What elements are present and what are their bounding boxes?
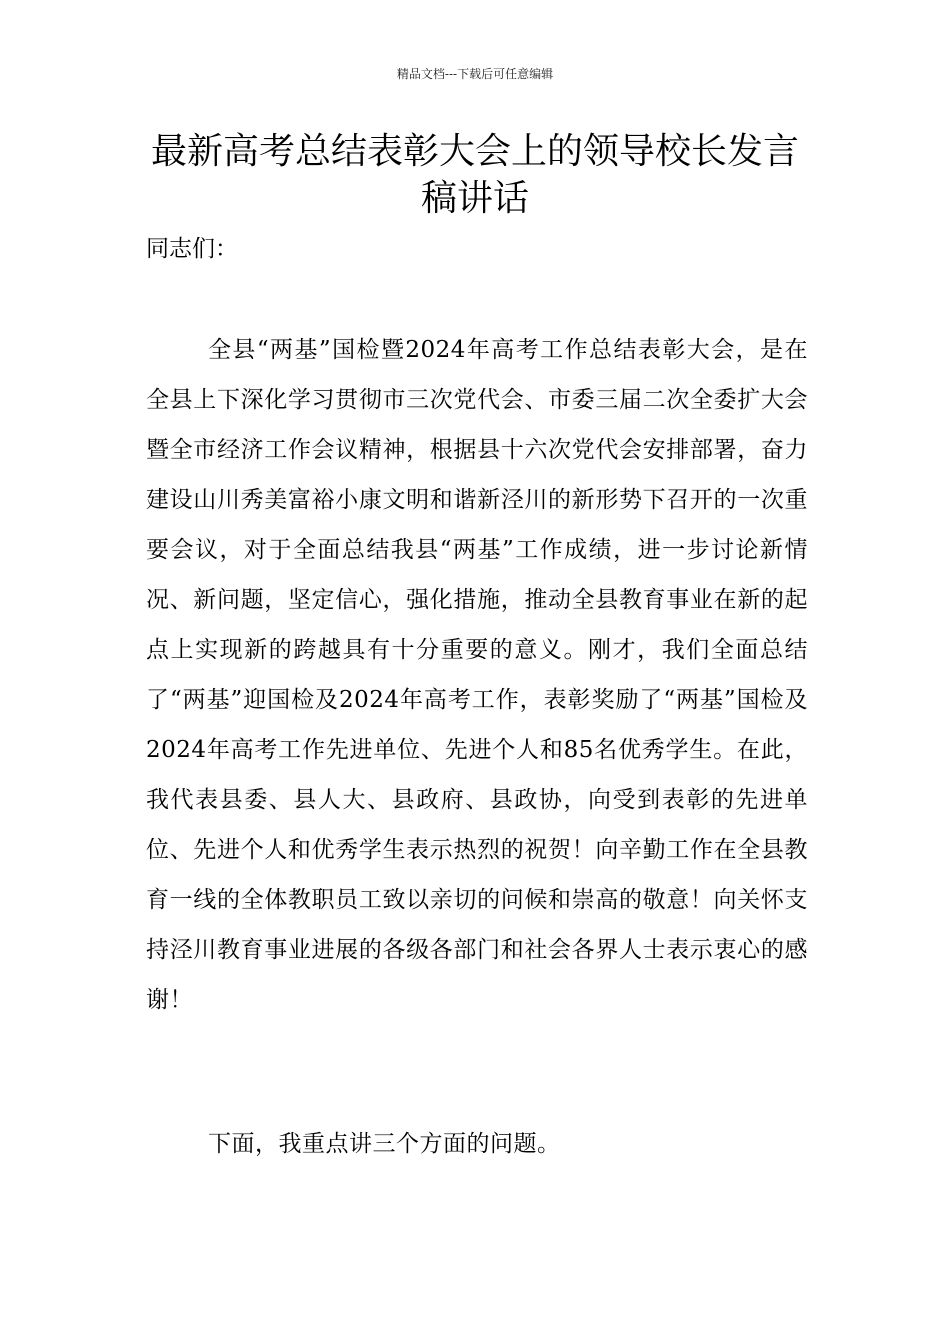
salutation: 同志们： (146, 236, 238, 262)
document-title: 最新高考总结表彰大会上的领导校长发言稿讲话 (150, 131, 799, 219)
body-paragraph: 下面，我重点讲三个方面的问题。 (208, 1131, 561, 1157)
header-note: 精品文档---下载后可任意编辑 (396, 67, 554, 81)
body-paragraph: 全县“两基”国检暨2024年高考工作总结表彰大会，是在全县上下深化学习贯彻市三次党代会、市委三届二次全委扩大会暨全市经济工作会议精神，根据县十六次党代会安排部署，奋力建设山川秀美富裕小康文明和谐新泾川的新形势下召开的一次重要会议，对于全面总结我县“两基”工作成绩，进一步讨论新情况、新问题，坚定信心，强化措施，推动全县教育事业在新的起点上实现新的跨越具有十分重要的意义。刚才，我们全面总结了“两基”迎国检及2024年高考工作，表彰奖励了“两基”国检及2024年高考工作先进单位、先进个人和85名优秀学生。在此，我代表县委、县人大、县政府、县政协，向受到表彰的先进单位、先进个人和优秀学生表示热烈的祝贺！向辛勤工作在全县教育一线的全体教职员工致以亲切的问候和崇高的敬意！向关怀支持泾川教育事业进展的各级各部门和社会各界人士表示衷心的感谢！ (146, 337, 808, 1013)
